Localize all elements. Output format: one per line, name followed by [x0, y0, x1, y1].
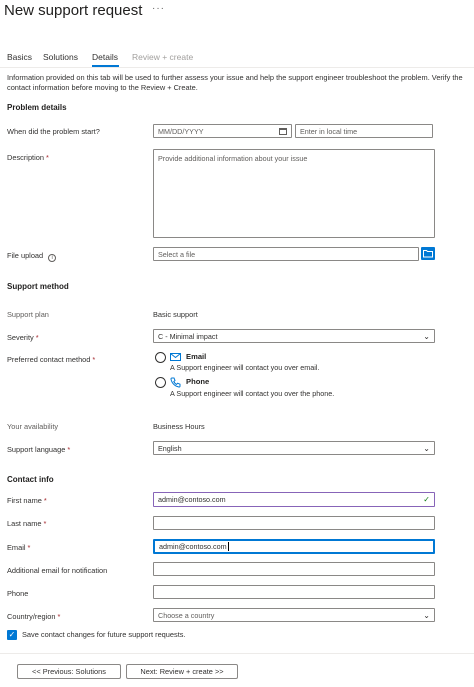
support-plan-label: Support plan [7, 310, 49, 319]
availability-label: Your availability [7, 422, 59, 431]
email-option-title: Email [186, 352, 207, 361]
severity-label: Severity * [7, 333, 39, 342]
browse-folder-button[interactable] [421, 247, 435, 260]
tab-details[interactable]: Details [92, 52, 118, 62]
previous-button[interactable]: << Previous: Solutions [17, 664, 121, 679]
radio-phone[interactable] [155, 377, 166, 388]
phone-input[interactable] [153, 585, 435, 599]
problem-start-label: When did the problem start? [7, 127, 100, 136]
phone-option-description: A Support engineer will contact you over the phone. [170, 389, 335, 398]
section-heading-support-method: Support method [7, 282, 69, 291]
tab-basics[interactable]: Basics [7, 52, 33, 62]
info-text: Information provided on this tab will be used to further assess your issue and help the support engineer troubleshoot the problem. Verify the contact information before moving to the Review + Create. [7, 73, 463, 92]
chevron-down-icon: ⌄ [423, 611, 430, 620]
tab-review-create: Review + create [132, 52, 194, 62]
section-heading-problem-details: Problem details [7, 103, 67, 112]
phone-option-title: Phone [186, 377, 210, 386]
file-select-input[interactable]: Select a file [153, 247, 419, 261]
tab-divider [0, 67, 474, 68]
contact-method-label: Preferred contact method * [7, 355, 96, 364]
file-upload-label: File upload i [7, 251, 56, 262]
checkmark-icon: ✓ [423, 495, 430, 504]
chevron-down-icon: ⌄ [423, 332, 430, 341]
info-icon[interactable]: i [48, 254, 56, 262]
time-input[interactable]: Enter in local time [295, 124, 433, 138]
description-label: Description * [7, 153, 49, 162]
support-language-label: Support language * [7, 445, 71, 454]
country-dropdown[interactable]: Choose a country ⌄ [153, 608, 435, 622]
more-options-button[interactable]: ··· [152, 3, 165, 14]
tab-solutions[interactable]: Solutions [43, 52, 78, 62]
last-name-label: Last name * [7, 519, 47, 528]
date-input[interactable]: MM/DD/YYYY [153, 124, 292, 138]
country-label: Country/region * [7, 612, 61, 621]
availability-value: Business Hours [153, 422, 205, 431]
radio-email[interactable] [155, 352, 166, 363]
first-name-input[interactable]: admin@contoso.com ✓ [153, 492, 435, 507]
support-plan-value: Basic support [153, 310, 198, 319]
email-option-description: A Support engineer will contact you over email. [170, 363, 320, 372]
support-language-dropdown[interactable]: English ⌄ [153, 441, 435, 455]
chevron-down-icon: ⌄ [423, 444, 430, 453]
next-button[interactable]: Next: Review + create >> [126, 664, 238, 679]
additional-email-label: Additional email for notification [7, 566, 108, 575]
phone-label: Phone [7, 589, 29, 598]
phone-icon [170, 377, 181, 388]
mail-icon [170, 353, 181, 361]
calendar-icon[interactable] [279, 128, 287, 135]
folder-icon [423, 249, 433, 258]
email-input[interactable]: admin@contoso.com [153, 539, 435, 554]
text-cursor [228, 542, 229, 551]
description-textarea[interactable]: Provide additional information about your issue [153, 149, 435, 238]
save-contact-label[interactable]: Save contact changes for future support requests. [22, 630, 186, 639]
save-contact-checkbox[interactable]: ✓ [8, 630, 16, 639]
section-heading-contact-info: Contact info [7, 475, 54, 484]
footer-divider [0, 653, 474, 654]
additional-email-input[interactable] [153, 562, 435, 576]
email-label: Email * [7, 543, 31, 552]
severity-dropdown[interactable]: C - Minimal impact ⌄ [153, 329, 435, 343]
first-name-label: First name * [7, 496, 47, 505]
page-title: New support request [4, 2, 143, 19]
last-name-input[interactable] [153, 516, 435, 530]
